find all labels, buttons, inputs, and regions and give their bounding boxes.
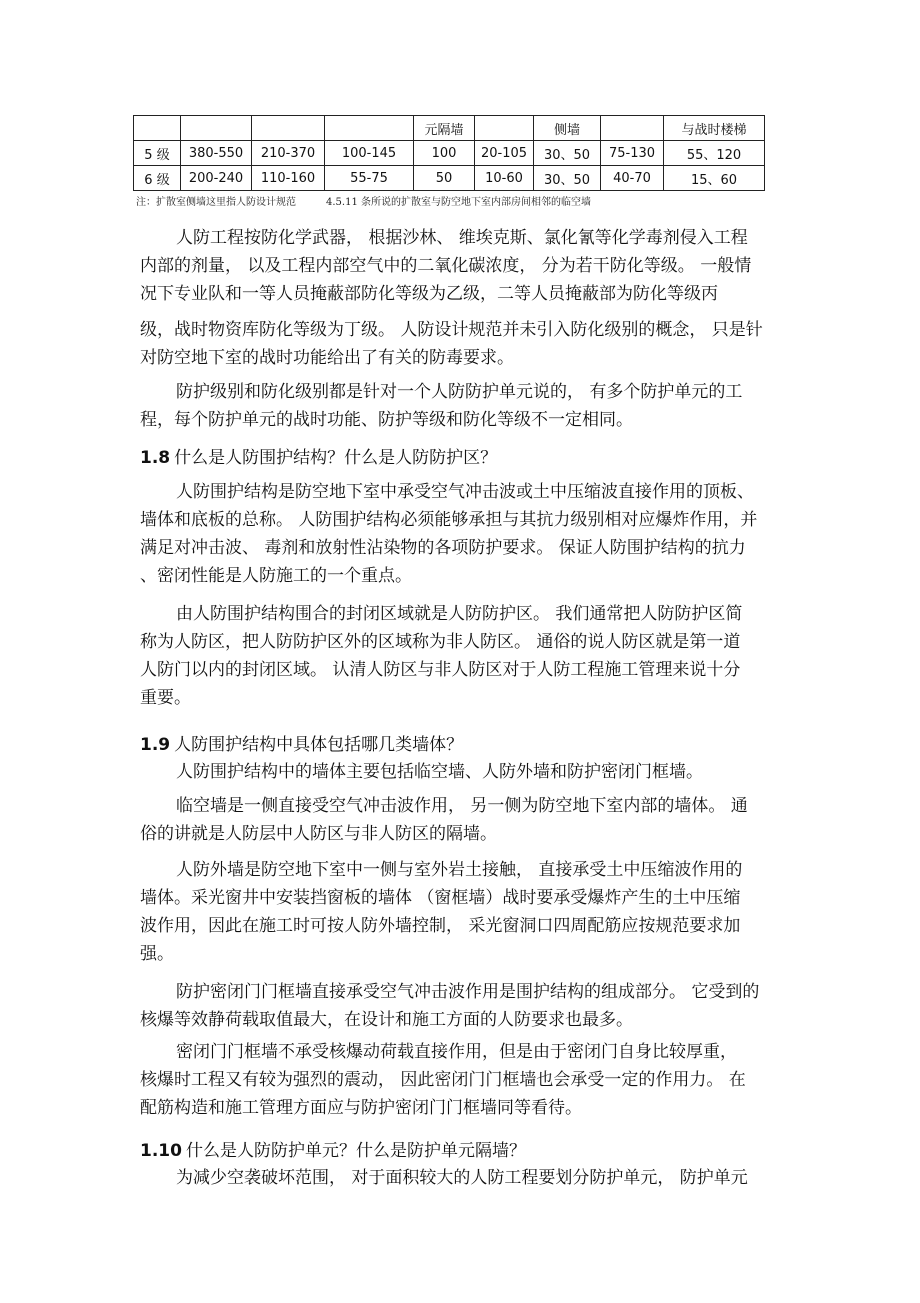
table-cell [181,116,252,141]
paragraph-line: 由人防围护结构围合的封闭区域就是人防防护区。 我们通常把人防防护区简 [176,604,743,624]
paragraph-line: 人防围护结构是防空地下室中承受空气冲击波或土中压缩波直接作用的顶板、 [176,482,754,502]
paragraph-line: 防护密闭门门框墙直接承受空气冲击波作用是围护结构的组成部分。 它受到的 [176,982,760,1002]
table-cell: 55、120 [664,141,765,166]
table-cell: 5 级 [134,141,181,166]
paragraph-line: 、密闭性能是人防施工的一个重点。 [140,566,412,586]
paragraph-line: 强。 [140,944,174,964]
paragraph [140,378,780,434]
table-note-right: 4.5.11 条所说的扩散室与防空地下室内部房间相邻的临空墙 [326,197,591,208]
table-cell: 侧墙 [534,116,601,141]
paragraph [140,978,780,1034]
paragraph-line: 重要。 [140,688,191,708]
paragraph [140,792,780,848]
paragraph-line: 密闭门门框墙不承受核爆动荷载直接作用，但是由于密闭门自身比较厚重， [176,1042,737,1062]
table-cell: 10-60 [475,166,534,191]
table-cell: 55-75 [325,166,414,191]
paragraph-line: 防护级别和防化级别都是针对一个人防防护单元说的， 有多个防护单元的工 [176,382,743,402]
paragraph-line: 称为人防区，把人防防护区外的区域称为非人防区。 通俗的说人防区就是第一道 [140,632,741,652]
paragraph-line: 人防工程按防化学武器， 根据沙林、 维埃克斯、氯化氰等化学毒剂侵入工程 [176,228,748,248]
paragraph [140,856,780,968]
section-heading [140,443,497,468]
table-row [134,116,765,141]
paragraph-line: 墙体和底板的总称。 人防围护结构必须能够承担与其抗力级别相对应爆炸作用，并 [140,510,758,530]
paragraph-line: 况下专业队和一等人员掩蔽部防化等级为乙级，二等人员掩蔽部为防化等级丙 [140,284,718,304]
table-note-left: 注：扩散室侧墙这里指人防设计规范 [136,197,296,208]
table-cell: 200-240 [181,166,252,191]
paragraph-line: 对防空地下室的战时功能给出了有关的防毒要求。 [140,348,514,368]
table-cell: 100 [414,141,475,166]
paragraph [140,758,780,786]
table-cell: 380-550 [181,141,252,166]
paragraph-line: 墙体。采光窗井中安装挡窗板的墙体 （窗框墙）战时要承受爆炸产生的土中压缩 [140,888,741,908]
table-row [134,166,765,191]
table-row [134,141,765,166]
table-cell: 40-70 [601,166,664,191]
paragraph-line: 配筋构造和施工管理方面应与防护密闭门门框墙同等看待。 [140,1098,582,1118]
section-heading [140,1136,526,1161]
paragraph-line: 内部的剂量， 以及工程内部空气中的二氧化碳浓度， 分为若干防化等级。 一般情 [140,256,752,276]
paragraph-line: 人防门以内的封闭区域。 认清人防区与非人防区对于人防工程施工管理来说十分 [140,660,741,680]
paragraph [140,224,780,308]
table-cell: 15、60 [664,166,765,191]
table-cell [134,116,181,141]
paragraph-line: 为减少空袭破坏范围， 对于面积较大的人防工程要划分防护单元， 防护单元 [176,1168,748,1188]
table-cell: 20-105 [475,141,534,166]
table-cell: 元隔墙 [414,116,475,141]
paragraph [140,600,780,712]
paragraph-line: 核爆时工程又有较为强烈的震动， 因此密闭门门框墙也会承受一定的作用力。 在 [140,1070,746,1090]
section-title: 什么是人防防护单元？什么是防护单元隔墙？ [185,1141,526,1161]
paragraph-line: 程，每个防护单元的战时功能、防护等级和防化等级不一定相同。 [140,410,633,430]
table-cell [601,116,664,141]
section-number: 1.8 [140,448,171,468]
paragraph [140,316,780,372]
table-cell: 30、50 [534,141,601,166]
paragraph-line: 核爆等效静荷载取值最大，在设计和施工方面的人防要求也最多。 [140,1010,633,1030]
table-cell: 210-370 [252,141,325,166]
table-cell [252,116,325,141]
paragraph [140,1164,780,1192]
section-number: 1.9 [140,735,171,755]
table-cell [475,116,534,141]
paragraph-line: 满足对冲击波、 毒剂和放射性沾染物的各项防护要求。 保证人防围护结构的抗力 [140,538,746,558]
table-cell: 100-145 [325,141,414,166]
table-note [136,193,591,208]
wall-thickness-table [133,115,765,191]
paragraph [140,478,780,590]
section-title: 人防围护结构中具体包括哪几类墙体？ [174,735,464,755]
table-cell: 6 级 [134,166,181,191]
table-cell [325,116,414,141]
paragraph-line: 人防外墙是防空地下室中一侧与室外岩土接触， 直接承受土中压缩波作用的 [176,860,743,880]
paragraph-line: 人防围护结构中的墙体主要包括临空墙、人防外墙和防护密闭门框墙。 [176,762,703,782]
paragraph [140,1038,780,1122]
table-cell: 30、50 [534,166,601,191]
section-heading [140,730,463,755]
paragraph-line: 临空墙是一侧直接受空气冲击波作用， 另一侧为防空地下室内部的墙体。 通 [176,796,748,816]
table-cell: 与战时楼梯 [664,116,765,141]
paragraph-line: 波作用，因此在施工时可按人防外墙控制， 采光窗洞口四周配筋应按规范要求加 [140,916,741,936]
table-cell: 75-130 [601,141,664,166]
paragraph-line: 级，战时物资库防化等级为丁级。 人防设计规范并未引入防化级别的概念， 只是针 [140,320,763,340]
paragraph-line: 俗的讲就是人防层中人防区与非人防区的隔墙。 [140,824,497,844]
table-cell: 110-160 [252,166,325,191]
section-title: 什么是人防围护结构？什么是人防防护区？ [174,448,498,468]
section-number: 1.10 [140,1141,182,1161]
table-cell: 50 [414,166,475,191]
